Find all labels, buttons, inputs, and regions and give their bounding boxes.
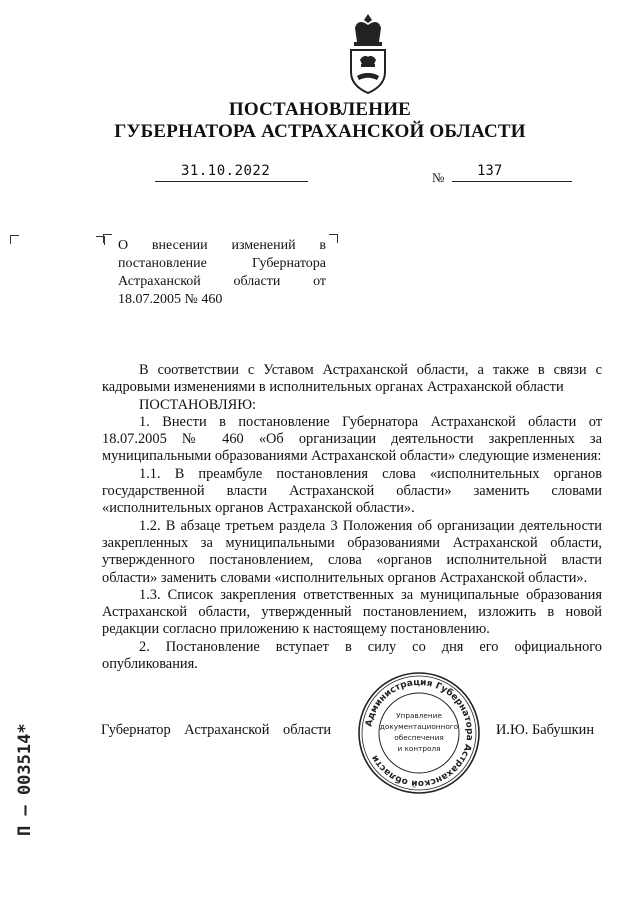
number-sign: № xyxy=(432,170,445,185)
clause-2: 2. Постановление вступает в силу со дня его официального опубликования. xyxy=(102,638,602,673)
subject-corner-mark-right xyxy=(329,234,338,243)
resolve-heading: ПОСТАНОВЛЯЮ: xyxy=(139,396,257,413)
date-underline xyxy=(155,181,308,182)
clause-1-2: 1.2. В абзаце третьем раздела 3 Положения об организации деятельности закрепленных за муниципальными образованиями Астраханской области, утвержденного постановлением, слова «органов исполнительной власти области» заменить словами «исполнительных органов Астраханской области». xyxy=(102,517,602,586)
document-type-title: ПОСТАНОВЛЕНИЕ xyxy=(228,99,412,120)
serial-code-text: П – 003514* xyxy=(15,723,35,836)
clause-1-1: 1.1. В преамбуле постановления слова «исполнительных органов государственной власти Астраханской области» заменить словами «исполнительных органов Астраханской области». xyxy=(102,465,602,517)
preamble-paragraph: В соответствии с Уставом Астраханской области, а также в связи с кадровыми изменениями в исполнительных органах Астраханской области xyxy=(102,362,602,396)
signatory-name: И.Ю. Бабушкин xyxy=(496,722,595,738)
signatory-position: Губернатор Астраханской области xyxy=(101,722,332,738)
document-number: 137 xyxy=(477,163,503,179)
margin-corner-mark xyxy=(10,235,19,244)
document-subject: О внесении изменений в постановление Губернатора Астраханской области от 18.07.2005 № 460 xyxy=(118,238,326,307)
stamp-line-2: документационного xyxy=(379,722,459,731)
document-date: 31.10.2022 xyxy=(181,163,271,179)
document-body xyxy=(102,362,602,673)
coat-of-arms-icon xyxy=(343,12,393,96)
side-serial-code xyxy=(12,688,36,838)
stamp-line-3: обеспечения xyxy=(394,733,444,742)
stamp-ring-text: Администрация Губернатора Астраханской области xyxy=(364,677,475,789)
subject-corner-mark-outer xyxy=(96,236,105,245)
number-underline xyxy=(452,181,572,182)
clause-1-3: 1.3. Список закрепления ответственных за муниципальные образования Астраханской области, утвержденный постановлением, изложить в новой редакции согласно приложению к настоящему постановлению. xyxy=(102,586,602,638)
official-stamp xyxy=(357,671,481,795)
clause-1: 1. Внести в постановление Губернатора Астраханской области от 18.07.2005 № 460 «Об организации деятельности закрепленных за муниципальными образованиями Астраханской области» следующие изменения: xyxy=(102,413,602,465)
issuer-title: ГУБЕРНАТОРА АСТРАХАНСКОЙ ОБЛАСТИ xyxy=(114,121,526,142)
stamp-line-1: Управление xyxy=(396,711,442,720)
stamp-line-4: и контроля xyxy=(397,744,441,753)
